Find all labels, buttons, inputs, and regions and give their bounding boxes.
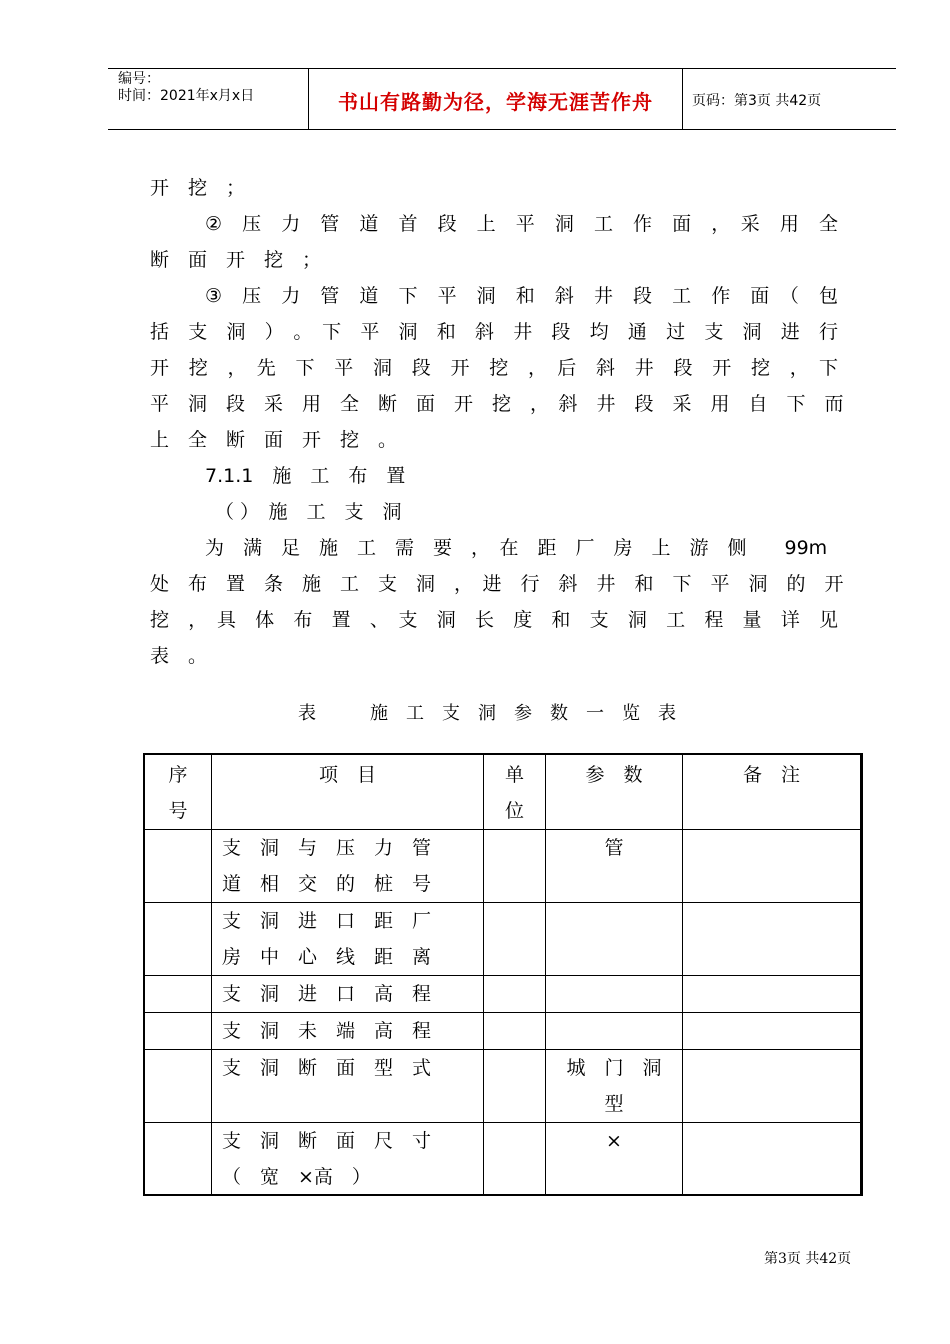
document-time-label: 时间：2021年x月x日 — [118, 88, 255, 104]
table-row — [145, 1050, 861, 1123]
row-remark-cell — [683, 976, 861, 1013]
table-row — [145, 1123, 861, 1196]
row-param-cell — [546, 1123, 683, 1196]
row-item-cell — [212, 903, 484, 976]
item-line: 支 洞 未 端 高 程 — [222, 1020, 432, 1042]
tunnel-parameters-table — [144, 754, 861, 1196]
row-item-cell — [212, 1050, 484, 1123]
row-no-cell — [145, 1123, 212, 1196]
header-no — [145, 755, 212, 830]
row-unit-cell — [484, 1123, 546, 1196]
row-remark-cell — [683, 1013, 861, 1050]
table-row — [145, 1013, 861, 1050]
header-unit-line2: 位 — [504, 800, 524, 822]
header-no-line2: 号 — [168, 800, 188, 822]
row-param-cell — [546, 976, 683, 1013]
row-no-cell — [145, 976, 212, 1013]
param-line: × — [606, 1130, 622, 1152]
footer-page-number: 第3页 共42页 — [764, 1251, 852, 1267]
row-no-cell — [145, 1013, 212, 1050]
row-unit-cell — [484, 976, 546, 1013]
header-page-cell — [682, 69, 896, 129]
item-line: （ 宽 ×高 ） — [222, 1166, 371, 1188]
body-line: ② 压 力 管 道 首 段 上 平 洞 工 作 面 ， 采 用 全 — [205, 213, 838, 235]
item-line: 支 洞 与 压 力 管 — [222, 837, 432, 859]
row-remark-cell — [683, 830, 861, 903]
body-line: 处 布 置 条 施 工 支 洞 ， 进 行 斜 井 和 下 平 洞 的 开 — [150, 573, 844, 595]
body-line: 括 支 洞 ） 。 下 平 洞 和 斜 井 段 均 通 过 支 洞 进 行 — [150, 321, 838, 343]
row-unit-cell — [484, 1050, 546, 1123]
header-motto-cell — [308, 69, 683, 129]
item-line: 支 洞 断 面 尺 寸 — [222, 1130, 432, 1152]
row-unit-cell — [484, 830, 546, 903]
item-line: 支 洞 进 口 距 厂 — [222, 910, 432, 932]
body-line: 开 挖 ； — [150, 177, 246, 199]
table-header-row — [145, 755, 861, 830]
row-unit-cell — [484, 1013, 546, 1050]
row-param-cell — [546, 1013, 683, 1050]
table-caption: 表 施 工 支 洞 参 数 一 览 表 — [298, 703, 676, 724]
row-unit-cell — [484, 903, 546, 976]
row-item-cell — [212, 1123, 484, 1196]
header-unit — [484, 755, 546, 830]
row-param-cell — [546, 903, 683, 976]
table-row — [145, 976, 861, 1013]
page-header — [108, 68, 896, 130]
param-line: 型 — [604, 1093, 624, 1115]
document-number-label: 编号： — [118, 71, 160, 87]
item-line: 支 洞 进 口 高 程 — [222, 983, 432, 1005]
row-item-cell — [212, 1013, 484, 1050]
row-remark-cell — [683, 903, 861, 976]
section-heading: 7.1.1 施 工 布 置 — [205, 465, 406, 487]
row-no-cell — [145, 1050, 212, 1123]
row-param-cell — [546, 1050, 683, 1123]
body-line: 平 洞 段 采 用 全 断 面 开 挖 ， 斜 井 段 采 用 自 下 而 — [150, 393, 844, 415]
body-line: 表 。 — [150, 645, 208, 667]
row-remark-cell — [683, 1050, 861, 1123]
subsection-heading: （ ） 施 工 支 洞 — [215, 501, 402, 523]
header-page-info: 页码：第3页 共42页 — [692, 93, 822, 109]
header-param: 参 数 — [546, 755, 683, 830]
param-line: 城 门 洞 — [566, 1057, 662, 1079]
body-line: 断 面 开 挖 ； — [150, 249, 322, 271]
body-line: 挖 ， 具 体 布 置 、 支 洞 长 度 和 支 洞 工 程 量 详 见 — [150, 609, 838, 631]
header-remark: 备 注 — [683, 755, 861, 830]
row-no-cell — [145, 903, 212, 976]
header-unit-line1: 单 — [504, 764, 524, 786]
header-item: 项 目 — [212, 755, 484, 830]
item-line: 支 洞 断 面 型 式 — [222, 1057, 432, 1079]
row-item-cell — [212, 830, 484, 903]
table-row — [145, 903, 861, 976]
header-motto: 书山有路勤为径，学海无涯苦作舟 — [338, 90, 653, 114]
body-line: 上 全 断 面 开 挖 。 — [150, 429, 398, 451]
item-line: 道 相 交 的 桩 号 — [222, 873, 432, 895]
body-line: ③ 压 力 管 道 下 平 洞 和 斜 井 段 工 作 面 （ 包 — [205, 285, 838, 307]
param-line: 管 — [604, 837, 624, 859]
row-no-cell — [145, 830, 212, 903]
table-row — [145, 830, 861, 903]
row-remark-cell — [683, 1123, 861, 1196]
header-no-line1: 序 — [168, 764, 188, 786]
header-meta-cell — [108, 69, 308, 129]
row-item-cell — [212, 976, 484, 1013]
body-line: 开 挖 ， 先 下 平 洞 段 开 挖 ， 后 斜 井 段 开 挖 ， 下 — [150, 357, 838, 379]
body-line: 为 满 足 施 工 需 要 ， 在 距 厂 房 上 游 侧 99m — [205, 537, 828, 559]
row-param-cell — [546, 830, 683, 903]
item-line: 房 中 心 线 距 离 — [222, 946, 432, 968]
